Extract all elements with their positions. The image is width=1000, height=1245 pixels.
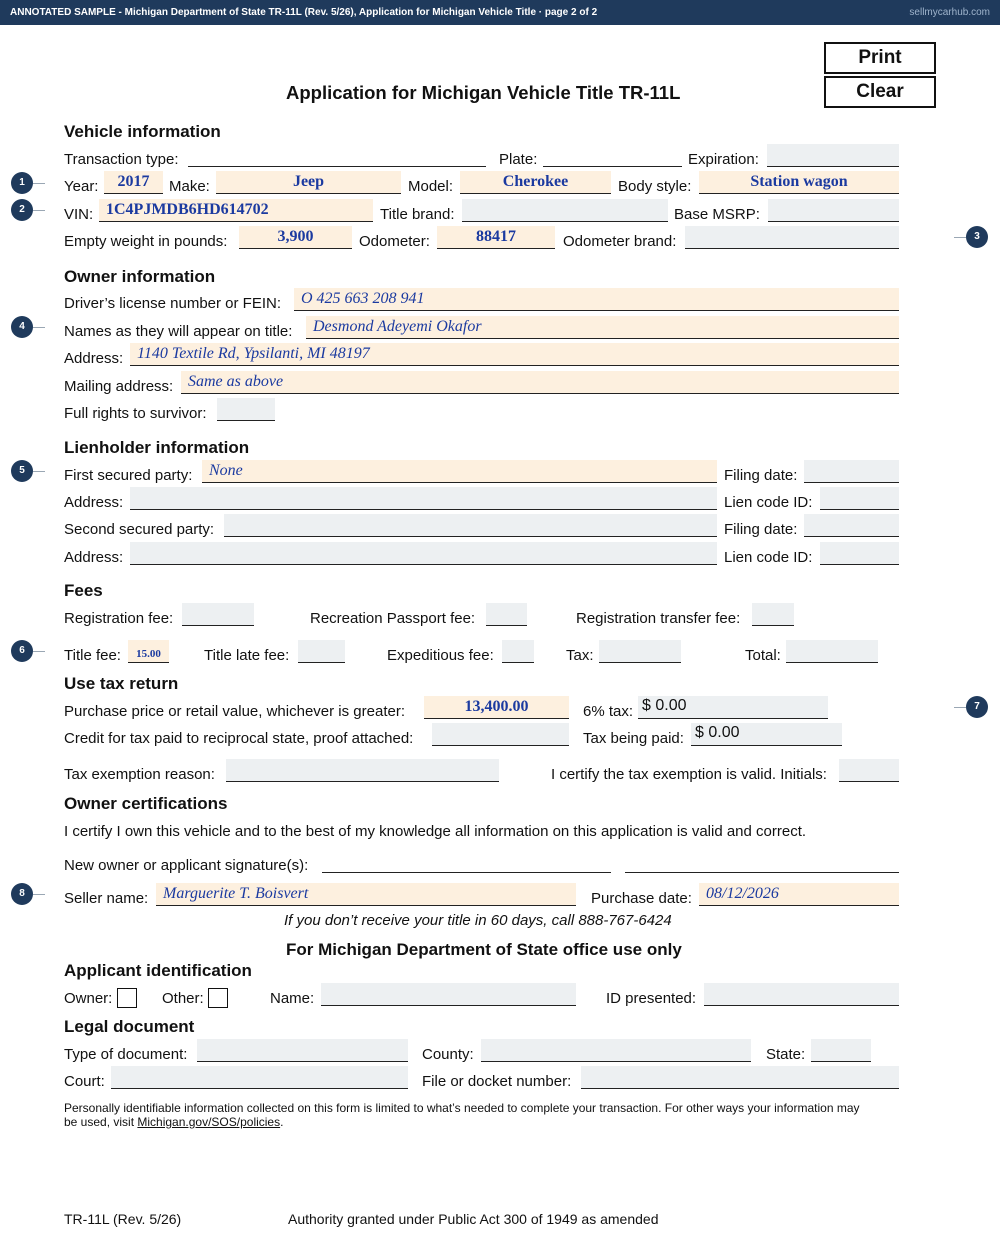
license-field[interactable] — [294, 288, 899, 311]
vin-value: 1C4PJMDB6HD614702 — [106, 201, 269, 218]
seller-value: Marguerite T. Boisvert — [163, 885, 309, 902]
title-late-fee-label: Title late fee: — [204, 647, 290, 664]
privacy-text-2-lead: be used, visit — [64, 1115, 138, 1129]
first-party-value: None — [209, 462, 243, 479]
registration-fee-field[interactable] — [182, 603, 254, 626]
vin-label: VIN: — [64, 206, 94, 223]
expeditious-fee-field[interactable] — [502, 640, 534, 663]
applicant-name-field[interactable] — [321, 983, 576, 1006]
signature-field-2[interactable] — [625, 850, 899, 873]
tax-being-paid-label: Tax being paid: — [583, 730, 684, 747]
doc-type-field[interactable] — [197, 1039, 408, 1062]
annotation-line-6 — [33, 651, 45, 652]
lien-code-label-1: Lien code ID: — [724, 494, 813, 511]
applicant-id-heading: Applicant identification — [64, 961, 252, 980]
expeditious-fee-label: Expeditious fee: — [387, 647, 494, 664]
transfer-fee-label: Registration transfer fee: — [576, 610, 741, 627]
first-party-label: First secured party: — [64, 467, 193, 484]
title-brand-label: Title brand: — [380, 206, 455, 223]
privacy-text-1: Personally identifiable information collected on this form is limited to what’s needed to complete your transaction. For other ways your information may — [64, 1101, 860, 1115]
exemption-reason-label: Tax exemption reason: — [64, 766, 215, 783]
annotation-line-2 — [33, 210, 45, 211]
legal-doc-heading: Legal document — [64, 1017, 195, 1036]
footer-authority: Authority granted under Public Act 300 of 1949 as amended — [288, 1211, 659, 1227]
base-msrp-label: Base MSRP: — [674, 206, 760, 223]
cert-statement: I certify I own this vehicle and to the best of my knowledge all information on this application is valid and correct. — [64, 823, 807, 840]
expiration-label: Expiration: — [688, 151, 759, 168]
county-label: County: — [422, 1046, 474, 1063]
names-label: Names as they will appear on title: — [64, 323, 293, 340]
odometer-value: 88417 — [476, 228, 516, 245]
annotation-badge-5: 5 — [11, 460, 33, 482]
odometer-brand-field[interactable] — [685, 226, 899, 249]
names-field[interactable] — [306, 316, 899, 339]
recreation-fee-field[interactable] — [486, 603, 527, 626]
purchase-price-field[interactable] — [424, 696, 569, 719]
lien-code-field-1[interactable] — [820, 487, 899, 510]
mailing-field[interactable] — [181, 371, 899, 394]
title-fee-value: 15.00 — [136, 648, 161, 660]
seller-label: Seller name: — [64, 890, 149, 907]
docket-label: File or docket number: — [422, 1073, 572, 1090]
use-tax-heading: Use tax return — [64, 674, 179, 693]
year-field[interactable] — [104, 171, 163, 194]
odometer-brand-label: Odometer brand: — [563, 233, 677, 250]
make-label: Make: — [169, 178, 210, 195]
footer-form-id: TR-11L (Rev. 5/26) — [64, 1211, 182, 1227]
annotation-badge-6: 6 — [11, 640, 33, 662]
filing-date-label-2: Filing date: — [724, 521, 798, 538]
odometer-label: Odometer: — [359, 233, 430, 250]
tax-being-paid-field[interactable] — [691, 723, 842, 746]
address-value: 1140 Textile Rd, Ypsilanti, MI 48197 — [137, 345, 370, 362]
vin-field[interactable] — [99, 199, 373, 222]
lien-address-label-1: Address: — [64, 494, 124, 511]
purchase-date-value: 08/12/2026 — [706, 885, 779, 902]
title-late-fee-field[interactable] — [298, 640, 345, 663]
fees-heading: Fees — [64, 581, 103, 600]
purchase-date-field[interactable] — [699, 883, 899, 906]
privacy-text-2 — [64, 1115, 283, 1130]
annotation-line-1 — [33, 183, 45, 184]
filing-date-label-1: Filing date: — [724, 467, 798, 484]
six-pct-tax-value: $ 0.00 — [642, 697, 687, 714]
transaction-type-field[interactable] — [188, 144, 486, 167]
credit-field[interactable] — [432, 723, 569, 746]
address-label: Address: — [64, 350, 124, 367]
make-field[interactable] — [216, 171, 401, 194]
year-label: Year: — [64, 178, 99, 195]
doc-type-label: Type of document: — [64, 1046, 188, 1063]
annotation-line-5 — [33, 471, 45, 472]
annotation-line-3 — [954, 237, 966, 238]
other-checkbox[interactable] — [208, 988, 228, 1008]
annotation-line-4 — [33, 327, 45, 328]
tax-field[interactable] — [599, 640, 681, 663]
mailing-label: Mailing address: — [64, 378, 174, 395]
form-title: Application for Michigan Vehicle Title TR-11L — [286, 82, 681, 103]
survivor-field[interactable] — [217, 398, 275, 421]
id-presented-label: ID presented: — [606, 990, 697, 1007]
annotation-banner — [0, 0, 1000, 25]
signature-field-1[interactable] — [322, 850, 611, 873]
purchase-date-label: Purchase date: — [591, 890, 692, 907]
model-value: Cherokee — [502, 173, 569, 190]
clear-button[interactable]: Clear — [824, 76, 936, 108]
exemption-reason-field[interactable] — [226, 759, 499, 782]
second-party-label: Second secured party: — [64, 521, 215, 538]
signature-label: New owner or applicant signature(s): — [64, 857, 309, 874]
annotation-badge-7: 7 — [966, 696, 988, 718]
empty-weight-value: 3,900 — [277, 228, 314, 245]
initials-field[interactable] — [839, 759, 899, 782]
credit-label: Credit for tax paid to reciprocal state, proof attached: — [64, 730, 414, 747]
annotation-badge-8: 8 — [11, 883, 33, 905]
cert-heading: Owner certifications — [64, 794, 228, 813]
id-presented-field[interactable] — [704, 983, 899, 1006]
title-fee-label: Title fee: — [64, 647, 121, 664]
title-brand-field[interactable] — [462, 199, 668, 222]
applicant-name-label: Name: — [270, 990, 315, 1007]
privacy-text-2-end: . — [280, 1115, 284, 1129]
empty-weight-label: Empty weight in pounds: — [64, 233, 228, 250]
lien-code-field-2[interactable] — [820, 542, 899, 565]
transaction-type-label: Transaction type: — [64, 151, 179, 168]
court-field[interactable] — [111, 1066, 408, 1089]
annotation-badge-4: 4 — [11, 316, 33, 338]
tax-being-paid-value: $ 0.00 — [695, 724, 740, 741]
banner-site[interactable]: sellmycarhub.com — [909, 7, 990, 18]
filing-date-field-2[interactable] — [804, 514, 899, 537]
base-msrp-field[interactable] — [768, 199, 899, 222]
exemption-certify-label: I certify the tax exemption is valid. Initials: — [551, 766, 827, 783]
make-value: Jeep — [292, 173, 325, 190]
body-style-value: Station wagon — [750, 173, 848, 190]
second-party-field[interactable] — [224, 514, 717, 537]
court-label: Court: — [64, 1073, 105, 1090]
expiration-field[interactable] — [767, 144, 899, 167]
six-pct-tax-label: 6% tax: — [583, 703, 634, 720]
license-value: O 425 663 208 941 — [301, 290, 425, 307]
plate-field[interactable] — [543, 144, 682, 167]
annotation-badge-2: 2 — [11, 199, 33, 221]
first-party-field[interactable] — [202, 460, 717, 483]
seller-field[interactable] — [156, 883, 576, 906]
annotation-badge-1: 1 — [11, 172, 33, 194]
title-notice: If you don’t receive your title in 60 days, call 888-767-6424 — [284, 912, 672, 929]
annotation-badge-3: 3 — [966, 226, 988, 248]
vehicle-heading: Vehicle information — [64, 122, 221, 141]
total-label: Total: — [745, 647, 781, 664]
lien-address-field-2[interactable] — [130, 542, 717, 565]
owner-heading: Owner information — [64, 267, 216, 286]
print-button[interactable]: Print — [824, 42, 936, 74]
mailing-value: Same as above — [188, 373, 284, 390]
office-heading: For Michigan Department of State office use only — [286, 940, 682, 959]
annotation-line-7 — [954, 707, 966, 708]
purchase-price-value: 13,400.00 — [464, 698, 529, 715]
policies-link[interactable]: Michigan.gov/SOS/policies — [137, 1115, 281, 1129]
banner-title: ANNOTATED SAMPLE - Michigan Department of State TR-11L (Rev. 5/26), Application for Michigan Vehicle Title · page 2 of 2 — [10, 7, 598, 18]
lien-address-label-2: Address: — [64, 549, 124, 566]
lien-address-field-1[interactable] — [130, 487, 717, 510]
owner-checkbox[interactable] — [117, 988, 137, 1008]
recreation-fee-label: Recreation Passport fee: — [310, 610, 476, 627]
county-field[interactable] — [481, 1039, 751, 1062]
filing-date-field-1[interactable] — [804, 460, 899, 483]
license-label: Driver’s license number or FEIN: — [64, 295, 282, 312]
empty-weight-field[interactable] — [239, 226, 352, 249]
transfer-fee-field[interactable] — [752, 603, 794, 626]
total-field[interactable] — [786, 640, 878, 663]
year-value: 2017 — [117, 173, 150, 190]
annotation-line-8 — [33, 894, 45, 895]
docket-field[interactable] — [581, 1066, 899, 1089]
body-style-field[interactable] — [699, 171, 899, 194]
owner-check-label: Owner: — [64, 990, 113, 1007]
purchase-price-label: Purchase price or retail value, whichever is greater: — [64, 703, 405, 720]
model-field[interactable] — [460, 171, 611, 194]
tax-label: Tax: — [566, 647, 594, 664]
names-value: Desmond Adeyemi Okafor — [313, 318, 482, 335]
lien-heading: Lienholder information — [64, 438, 250, 457]
title-fee-field[interactable] — [128, 640, 169, 663]
survivor-label: Full rights to survivor: — [64, 405, 207, 422]
other-check-label: Other: — [162, 990, 204, 1007]
six-pct-tax-field[interactable] — [638, 696, 828, 719]
state-label: State: — [766, 1046, 806, 1063]
plate-label: Plate: — [499, 151, 538, 168]
registration-fee-label: Registration fee: — [64, 610, 174, 627]
odometer-field[interactable] — [437, 226, 555, 249]
body-style-label: Body style: — [618, 178, 692, 195]
model-label: Model: — [408, 178, 454, 195]
lien-code-label-2: Lien code ID: — [724, 549, 813, 566]
state-field[interactable] — [811, 1039, 871, 1062]
address-field[interactable] — [130, 343, 899, 366]
